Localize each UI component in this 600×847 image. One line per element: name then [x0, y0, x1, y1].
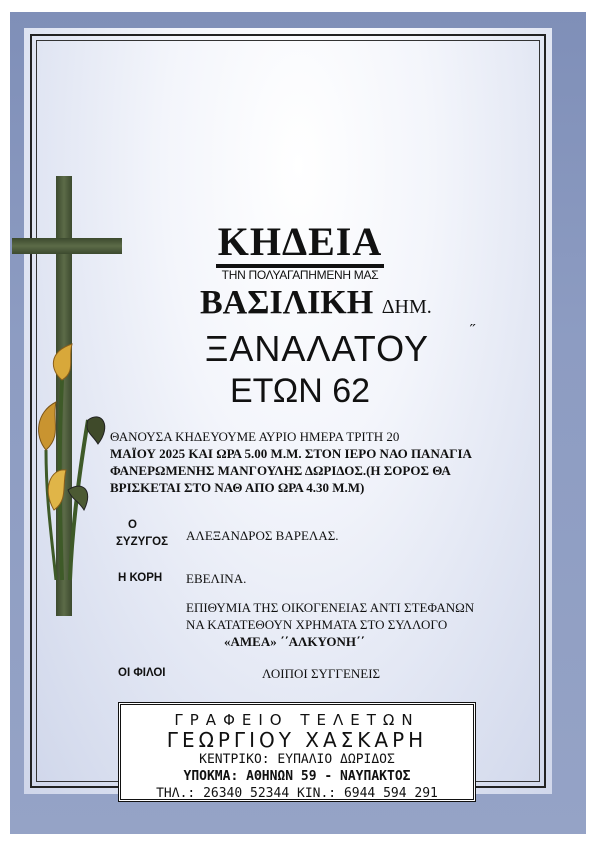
- father-name-abbrev: ΔΗΜ.: [381, 296, 432, 318]
- office-branch-address: ΥΠΟΚΜΑ: ΑΘΗΝΩΝ 59 - ΝΑΥΠΑΚΤΟΣ: [183, 769, 411, 784]
- decorative-mark: ˝: [470, 322, 476, 339]
- wish-line-1: ΕΠΙΘΥΜΙΑ ΤΗΣ ΟΙΚΟΓΕΝΕΙΑΣ ΑΝΤΙ ΣΤΕΦΑΝΩΝ: [186, 600, 475, 615]
- funeral-notice-text: [110, 428, 550, 496]
- relatives-label: ΛΟΙΠΟΙ ΣΥΓΓΕΝΕΙΣ: [262, 666, 381, 681]
- notice-line: ΦΑΝΕΡΩΜΕΝΗΣ ΜΑΝΓΟΥΛΗΣ ΔΩΡΙΔΟΣ.(Η ΣΟΡΟΣ ΘΑ: [110, 463, 451, 478]
- deceased-surname: ΞΑΝΑΛΑΤΟΥ: [205, 328, 429, 369]
- friends-label: ΟΙ ΦΙΛΟΙ: [118, 667, 166, 679]
- office-phones: ΤΗΛ.: 26340 52344 ΚΙΝ.: 6944 594 291: [156, 786, 438, 801]
- daughter-name: ΕΒΕΛΙΝΑ.: [186, 571, 247, 586]
- office-owner: ΓΕΩΡΓΙΟΥ ΧΑΣΚΑΡΗ: [166, 728, 428, 752]
- spouse-label-line1: Ο: [128, 519, 137, 531]
- deceased-first-name: [200, 284, 432, 322]
- daughter-label: Η ΚΟΡΗ: [118, 572, 163, 584]
- first-name: ΒΑΣΙΛΙΚΗ: [200, 284, 374, 321]
- notice-line: ΘΑΝΟΥΣΑ ΚΗΔΕΥΟΥΜΕ ΑΥΡΙΟ ΗΜΕΡΑ ΤΡΙΤΗ 20: [110, 429, 400, 444]
- office-heading: ΓΡΑΦΕΙΟ ΤΕΛΕΤΩΝ: [174, 711, 420, 729]
- subtitle: ΤΗΝ ΠΟΛΥΑΓΑΠΗΜΕΝΗ ΜΑΣ: [221, 268, 379, 282]
- notice-line: ΜΑΪΟΥ 2025 ΚΑΙ ΩΡΑ 5.00 Μ.Μ. ΣΤΟΝ ΙΕΡΟ ΝΑΟ ΠΑΝΑΓΙΑ: [110, 446, 472, 461]
- spouse-name: ΑΛΕΞΑΝΔΡΟΣ ΒΑΡΕΛΑΣ.: [186, 528, 339, 543]
- notice-line: ΒΡΙΣΚΕΤΑΙ ΣΤΟ ΝΑΘ ΑΠΟ ΩΡΑ 4.30 Μ.Μ): [110, 480, 365, 495]
- spouse-label-line2: ΣΥΖΥΓΟΣ: [116, 536, 169, 548]
- wish-line-2: ΝΑ ΚΑΤΑΤΕΘΟΥΝ ΧΡΗΜΑΤΑ ΣΤΟ ΣΥΛΛΟΓΟ: [186, 617, 448, 632]
- deceased-age: ΕΤΩΝ 62: [229, 372, 371, 410]
- office-main-address: ΚΕΝΤΡΙΚΟ: ΕΥΠΑΛΙΟ ΔΩΡΙΔΟΣ: [199, 752, 395, 767]
- page-title: ΚΗΔΕΙΑ: [0, 218, 600, 265]
- wish-line-3: «ΑΜΕΑ» ΄΄ΑΛΚΥΟΝΗ΄΄: [224, 634, 365, 649]
- funeral-office-box: [118, 702, 476, 802]
